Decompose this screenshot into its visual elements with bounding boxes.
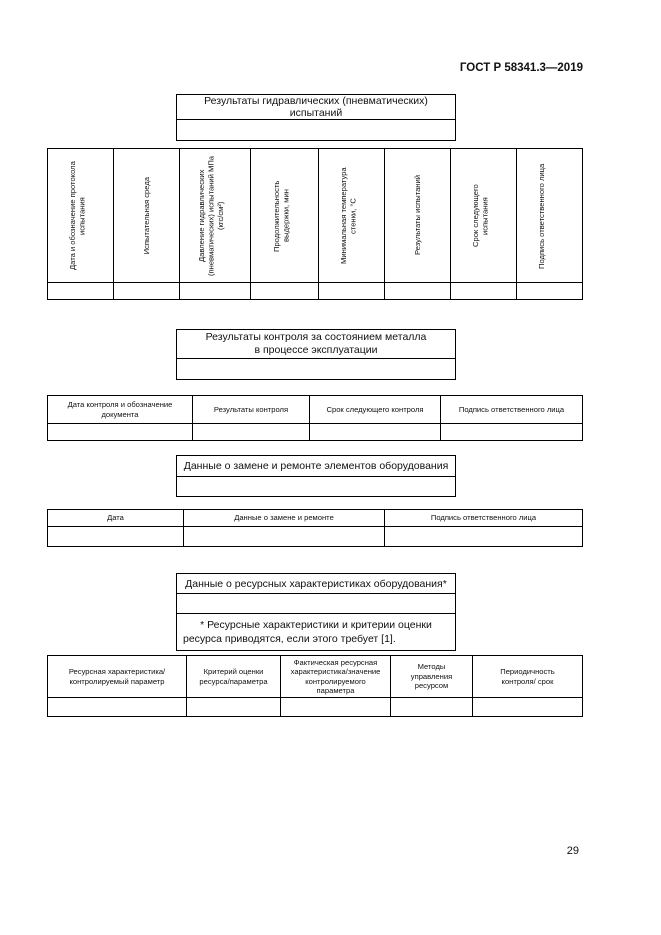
replacement-title-empty-row bbox=[177, 477, 456, 497]
resource-col-actual: Фактическая ресурсная характеристика/значение контролируемого параметра bbox=[281, 656, 391, 698]
resource-title-box bbox=[176, 573, 456, 651]
hydraulic-col-pressure: Давление гидравлических (пневматических) испытаний МПа (кгс/см²) bbox=[180, 149, 251, 283]
resource-title-empty-row bbox=[177, 594, 456, 614]
hydraulic-col-next-test: Срок следующего испытания bbox=[451, 149, 517, 283]
hydraulic-col-signature: Подпись ответственного лица bbox=[517, 149, 583, 283]
replacement-table bbox=[47, 509, 583, 547]
resource-col-criterion: Критерий оценки ресурса/параметра bbox=[187, 656, 281, 698]
hydraulic-table bbox=[47, 148, 583, 300]
resource-empty-row bbox=[48, 698, 583, 717]
replacement-col-date: Дата bbox=[48, 510, 184, 527]
hydraulic-col-duration: Продолжительность выдержки, мин bbox=[251, 149, 319, 283]
hydraulic-title: Результаты гидравлических (пневматических) испытаний bbox=[177, 95, 456, 120]
metal-title-line2: в процессе эксплуатации bbox=[254, 344, 378, 356]
metal-header-row bbox=[48, 396, 583, 424]
hydraulic-title-empty-row bbox=[177, 120, 456, 141]
metal-title-box bbox=[176, 329, 456, 380]
hydraulic-title-box bbox=[176, 94, 456, 141]
metal-col-next: Срок следующего контроля bbox=[310, 396, 441, 424]
hydraulic-col-temperature: Минимальная температура стенки, °С bbox=[319, 149, 385, 283]
metal-col-date: Дата контроля и обозначение документа bbox=[48, 396, 193, 424]
resource-col-periodicity: Периодичность контроля/ срок bbox=[473, 656, 583, 698]
hydraulic-col-medium: Испытательная среда bbox=[114, 149, 180, 283]
page-number: 29 bbox=[566, 845, 579, 857]
resource-col-characteristic: Ресурсная характеристика/ контролируемый параметр bbox=[48, 656, 187, 698]
metal-empty-row bbox=[48, 424, 583, 441]
replacement-title: Данные о замене и ремонте элементов оборудования bbox=[177, 456, 456, 477]
replacement-title-box bbox=[176, 455, 456, 497]
metal-title bbox=[177, 330, 456, 359]
resource-header-row bbox=[48, 656, 583, 698]
hydraulic-col-results: Результаты испытаний bbox=[385, 149, 451, 283]
metal-table bbox=[47, 395, 583, 441]
resource-footnote: * Ресурсные характеристики и критерии оценки ресурса приводятся, если этого требует [1]. bbox=[177, 614, 456, 651]
document-standard-header: ГОСТ Р 58341.3—2019 bbox=[459, 62, 583, 74]
resource-col-methods: Методы управления ресурсом bbox=[391, 656, 473, 698]
replacement-col-data: Данные о замене и ремонте bbox=[184, 510, 385, 527]
replacement-col-signature: Подпись ответственного лица bbox=[385, 510, 583, 527]
metal-title-line1: Результаты контроля за состоянием металла bbox=[205, 330, 427, 343]
hydraulic-header-row bbox=[48, 149, 583, 283]
resource-title: Данные о ресурсных характеристиках оборудования* bbox=[177, 574, 456, 594]
resource-table bbox=[47, 655, 583, 717]
metal-title-empty-row bbox=[177, 359, 456, 380]
replacement-header-row bbox=[48, 510, 583, 527]
hydraulic-col-date: Дата и обозначение протокола испытания bbox=[48, 149, 114, 283]
metal-col-results: Результаты контроля bbox=[193, 396, 310, 424]
hydraulic-empty-row bbox=[48, 283, 583, 300]
metal-col-signature: Подпись ответственного лица bbox=[441, 396, 583, 424]
replacement-empty-row bbox=[48, 527, 583, 547]
